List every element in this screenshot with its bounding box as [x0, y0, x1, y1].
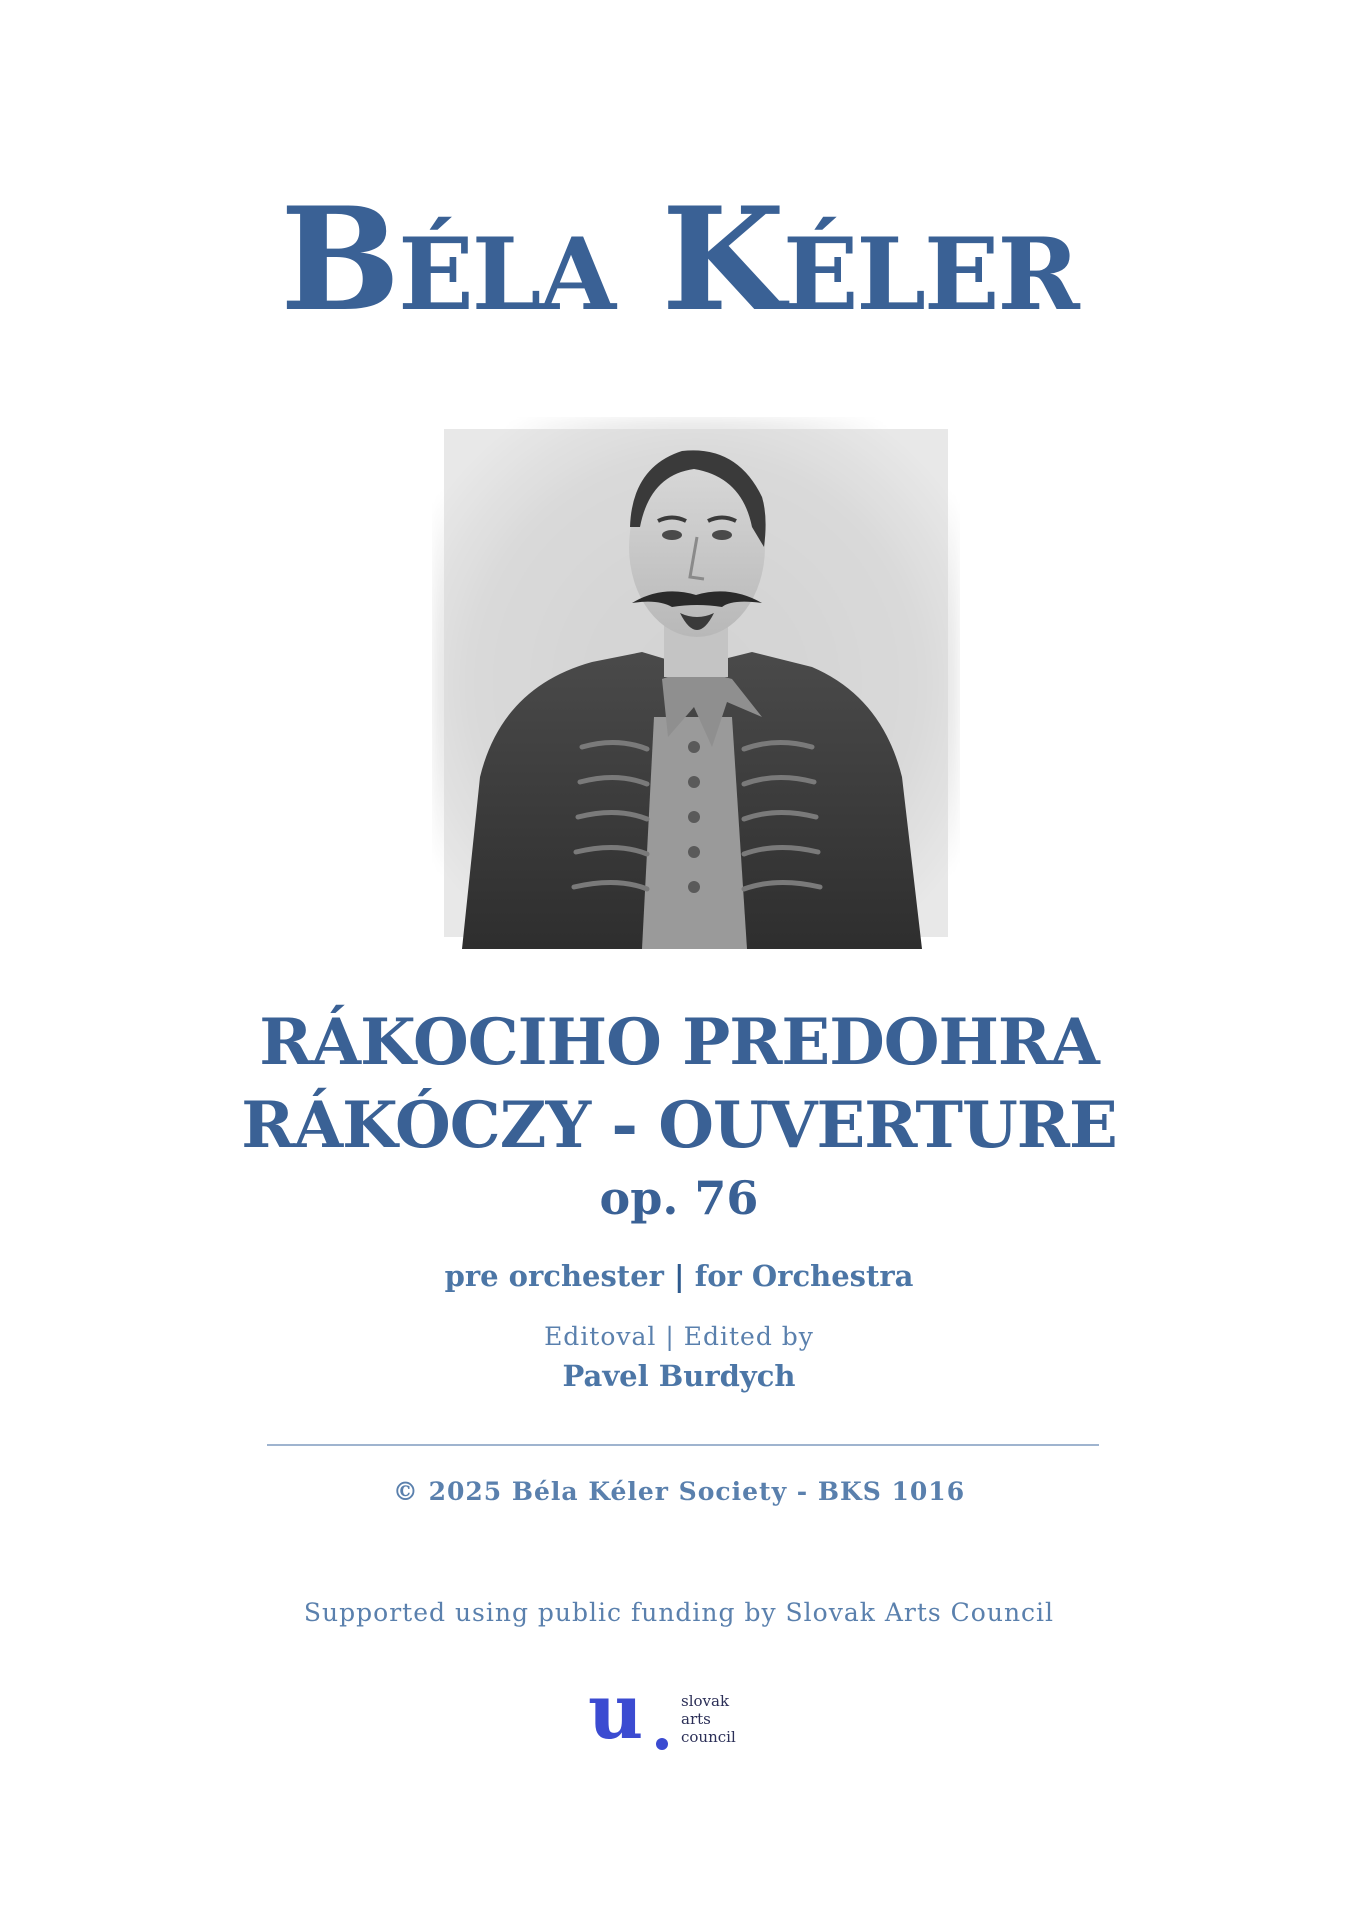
title-slovak: RÁKOCIHO PREDOHRA [259, 1005, 1099, 1080]
funding-notice: Supported using public funding by Slovak Arts Council [303, 1598, 1055, 1627]
composer-name: Béla Kéler [280, 177, 1078, 343]
editor-name: Pavel Burdych [562, 1359, 796, 1393]
copyright-notice: © 2025 Béla Kéler Society - BKS 1016 [392, 1477, 966, 1506]
title-german: RÁKÓCZY - OUVERTURE [241, 1088, 1117, 1163]
logo-mark-icon: u [588, 1667, 642, 1756]
logo-dot-icon [656, 1738, 668, 1750]
composer-portrait [432, 417, 960, 949]
logo-line: council [681, 1728, 736, 1746]
edited-by-label: Editoval | Edited by [544, 1322, 814, 1351]
scoring [0, 1258, 1358, 1294]
logo-line: arts [681, 1710, 711, 1728]
logo-text [681, 1692, 736, 1746]
portrait-image [432, 417, 960, 949]
divider [267, 1444, 1099, 1446]
slovak-arts-council-logo [588, 1667, 748, 1756]
scoring-separator: | [674, 1259, 685, 1293]
opus-number: op. 76 [599, 1171, 759, 1225]
scoring-slovak: pre orchester [444, 1259, 664, 1293]
logo-line: slovak [681, 1692, 730, 1710]
scoring-english: for Orchestra [694, 1259, 914, 1293]
